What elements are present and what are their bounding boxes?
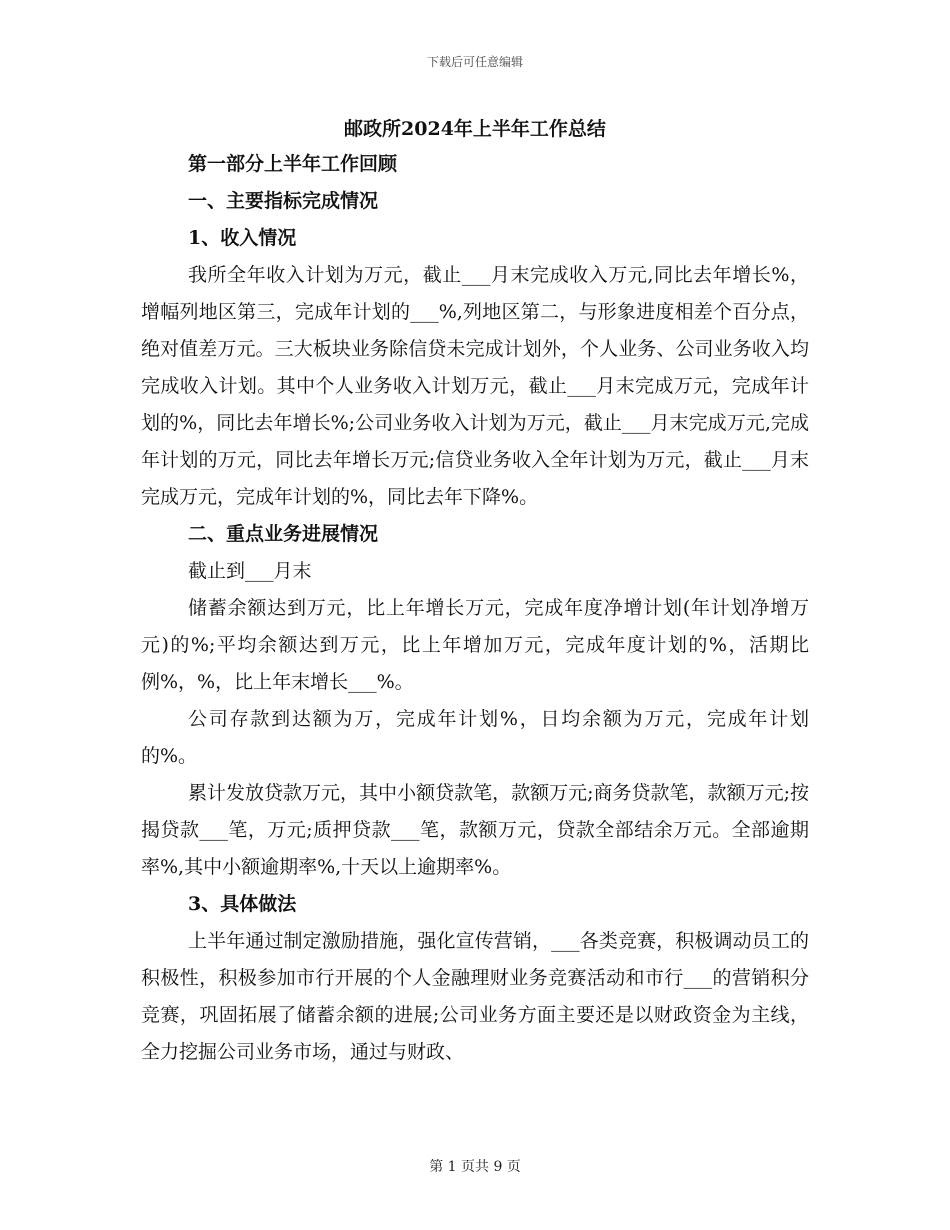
paragraph: 公司存款到达额为万，完成年计划%，日均余额为万元，完成年计划的%。 — [141, 708, 809, 767]
paragraph: 储蓄余额达到万元，比上年增长万元，完成年度净增计划(年计划净增万元)的%;平均余额达到万元，比上年增加万元，完成年度计划的%，活期比例%，%，比上年末增长___%。 — [141, 597, 809, 693]
document-body — [141, 146, 809, 1071]
header-note: 下载后可任意编辑 — [426, 55, 523, 69]
section-heading: 第一部分上半年工作回顾 — [188, 153, 398, 175]
paragraph: 累计发放贷款万元，其中小额贷款笔，款额万元;商务贷款笔，款额万元;按揭贷款___笔，万元;质押贷款___笔，款额万元，贷款全部结余万元。全部逾期率%,其中小额逾期率%,十天以上逾期率%。 — [141, 782, 809, 878]
page-number-footer: 第 1 页共 9 页 — [429, 1159, 521, 1175]
document-title: 邮政所2024年上半年工作总结 — [344, 118, 606, 140]
section-heading: 一、主要指标完成情况 — [188, 190, 379, 212]
paragraph: 上半年通过制定激励措施，强化宣传营销，___各类竞赛，积极调动员工的积极性，积极参加市行开展的个人金融理财业务竞赛活动和市行___的营销积分竞赛，巩固拓展了储蓄余额的进展;公司业务方面主要还是以财政资金为主线，全力挖掘公司业务市场，通过与财政、 — [141, 930, 809, 1063]
paragraph: 截止到___月末 — [188, 560, 312, 582]
section-heading: 二、重点业务进展情况 — [188, 523, 379, 545]
paragraph: 我所全年收入计划为万元，截止___月末完成收入万元,同比去年增长%，增幅列地区第三，完成年计划的___%,列地区第二，与形象进度相差个百分点，绝对值差万元。三大板块业务除信贷未完成计划外，个人业务、公司业务收入均完成收入计划。其中个人业务收入计划万元，截止___月末完成万元，完成年计划的%，同比去年增长%;公司业务收入计划为万元，截止___月末完成万元,完成年计划的万元，同比去年增长万元;信贷业务收入全年计划为万元，截止___月末完成万元，完成年计划的%，同比去年下降%。 — [141, 264, 809, 508]
section-heading: 3、具体做法 — [188, 893, 297, 915]
section-heading: 1、收入情况 — [188, 227, 297, 249]
